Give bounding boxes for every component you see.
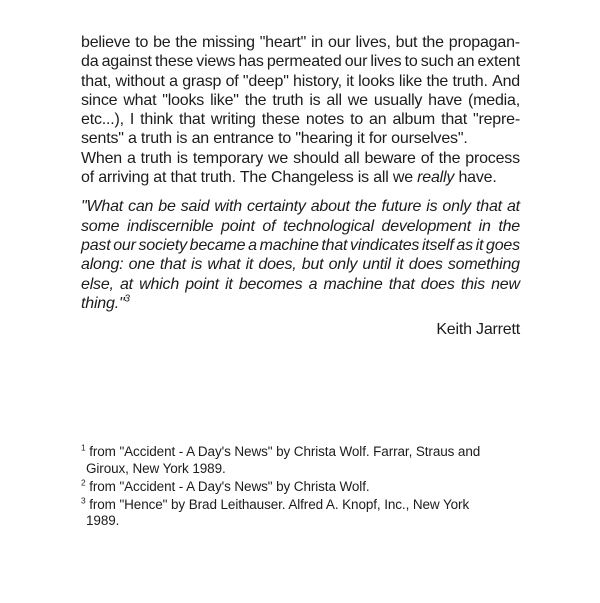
word: it (225, 275, 233, 293)
word: becomes (238, 275, 303, 293)
word: but (395, 34, 418, 51)
word: is (426, 198, 438, 216)
word: that, (81, 72, 112, 90)
word: etc...), (81, 111, 124, 129)
word: that (321, 236, 348, 254)
text-line (81, 91, 520, 110)
word: is (176, 149, 188, 167)
word: our (328, 34, 351, 51)
word: at (506, 198, 520, 216)
word: our (113, 236, 136, 254)
word: our (344, 53, 368, 71)
word: missing (201, 34, 255, 51)
word: truth (272, 91, 304, 109)
footnote-item (81, 444, 520, 477)
footnotes-section (81, 444, 520, 530)
word: should (293, 149, 340, 167)
word: that (441, 111, 467, 129)
word: temporary (192, 149, 264, 167)
word: the (438, 149, 461, 167)
word: truth (140, 149, 172, 167)
word: became (189, 236, 246, 254)
word: that (178, 111, 205, 129)
word: And (492, 72, 520, 90)
word: grasp (182, 72, 222, 90)
word: machine (259, 236, 319, 254)
footnote-line: Giroux, New York 1989. (86, 460, 226, 476)
word: writing (210, 111, 256, 129)
word: believe (81, 34, 131, 51)
word: that (476, 198, 502, 216)
word: what (207, 256, 241, 274)
word: have (428, 91, 463, 109)
text-line (81, 255, 520, 274)
word: a (169, 72, 178, 90)
word: future (381, 198, 422, 216)
body-paragraph-1 (81, 33, 520, 149)
text-line (81, 110, 520, 129)
word: certainty (247, 198, 306, 216)
word: "deep" (242, 72, 289, 90)
word: these (154, 53, 194, 71)
word: that (388, 275, 415, 293)
footnote-item (81, 479, 520, 496)
word: past (81, 236, 111, 254)
word: itself (421, 236, 454, 254)
text-line (81, 275, 520, 294)
word: something (447, 256, 520, 274)
word: can (128, 198, 154, 216)
word: machine (323, 275, 383, 293)
word: it (475, 236, 484, 254)
word: all (344, 149, 360, 167)
word: the (422, 34, 444, 51)
word: da (81, 53, 99, 71)
word: it (245, 256, 254, 274)
word: at (119, 275, 133, 293)
word: extent (477, 53, 520, 71)
word: an (369, 111, 387, 129)
word: vindicates (350, 236, 420, 254)
word: said (180, 198, 210, 216)
word: usually (373, 91, 423, 109)
word: does (408, 256, 443, 274)
word: such (420, 53, 454, 71)
word: the (354, 198, 377, 216)
word: an (456, 53, 475, 71)
word: these (261, 111, 300, 129)
word: but (301, 256, 324, 274)
text-line (81, 217, 520, 236)
text-line (81, 72, 520, 91)
word: development (381, 217, 471, 235)
word: since (81, 91, 118, 109)
word: lives, (355, 34, 391, 51)
word: a (126, 149, 136, 167)
footnote-line: 1989. (86, 513, 120, 529)
footnote-line: $^2$ from "Accident - A Day's News" by Christa Wolf. (81, 477, 370, 494)
word: "repre- (472, 111, 520, 129)
word: until (362, 256, 391, 274)
text-line (81, 236, 520, 255)
word: this (460, 275, 485, 293)
word: beware (364, 149, 416, 167)
word: in (478, 217, 491, 235)
word: views (196, 53, 236, 71)
word: a (308, 275, 318, 293)
word: only (442, 198, 471, 216)
word: "heart" (259, 34, 307, 51)
word: only (328, 256, 358, 274)
word: has (238, 53, 264, 71)
word: the (426, 72, 449, 90)
text-line: of arriving at that truth. The Changeless is all we really have. (81, 169, 497, 187)
word: which (139, 275, 180, 293)
text-line (81, 33, 520, 52)
word: be (153, 34, 171, 51)
word: what (123, 91, 157, 109)
word: it (395, 256, 404, 274)
word: one (128, 256, 155, 274)
word: new (491, 275, 520, 293)
word: like (398, 72, 423, 90)
word: "What (81, 198, 124, 216)
word: be (158, 198, 176, 216)
word: goes (486, 236, 520, 254)
word: does, (258, 256, 297, 274)
word: think (140, 111, 173, 129)
word: point (221, 217, 255, 235)
text-line: thing."$^3$ (81, 293, 130, 312)
word: society (138, 236, 187, 254)
word: (media, (468, 91, 520, 109)
word: point (185, 275, 219, 293)
footnote-line: $^1$ from "Accident - A Day's News" by Christa Wolf. Farrar, Straus and (81, 442, 481, 460)
word: history, (293, 72, 342, 90)
word: all (326, 91, 342, 109)
text-content (81, 0, 520, 530)
footnote-line: $^3$ from "Hence" by Brad Leithauser. Alfred A. Knopf, Inc., New York (81, 495, 470, 512)
word: the (244, 91, 267, 109)
word: does (420, 275, 455, 293)
word: technological (283, 217, 374, 235)
word: to (135, 34, 149, 51)
footnote-marker: 2 (81, 477, 86, 488)
word: with (214, 198, 242, 216)
word: as (456, 236, 473, 254)
word: about (310, 198, 350, 216)
word: to (404, 53, 418, 71)
word: lives (370, 53, 402, 71)
word: a (248, 236, 257, 254)
word: is (191, 256, 203, 274)
word: of (225, 72, 239, 90)
text-line (81, 149, 520, 168)
word: the (175, 34, 198, 51)
word: in (311, 34, 324, 51)
word: that (159, 256, 186, 274)
word: I (129, 111, 135, 129)
word: album (392, 111, 436, 129)
word: else, (81, 275, 114, 293)
word: permeated (266, 53, 342, 71)
text-line (81, 52, 520, 71)
footnote-marker: 1 (81, 442, 86, 453)
word: indiscernible (127, 217, 214, 235)
word: process (465, 149, 520, 167)
word: along: (81, 256, 124, 274)
text-line: sents" a truth is an entrance to "hearing it for ourselves". (81, 130, 468, 148)
word: the (498, 217, 520, 235)
word: without (115, 72, 165, 90)
word: truth. (452, 72, 488, 90)
word: notes (305, 111, 345, 129)
quote-paragraph (81, 197, 520, 313)
word: propagan- (448, 34, 520, 51)
word: of (420, 149, 434, 167)
word: we (347, 91, 368, 109)
word: against (101, 53, 152, 71)
word: looks (358, 72, 395, 90)
text-line (81, 197, 520, 216)
word: like" (210, 91, 239, 109)
body-paragraph-2 (81, 149, 520, 188)
word: "looks (162, 91, 205, 109)
word: to (350, 111, 364, 129)
word: some (81, 217, 120, 235)
footnote-marker: 3 (81, 495, 86, 506)
word: of (262, 217, 276, 235)
word: it (346, 72, 354, 90)
word: When (81, 149, 122, 167)
superscript-ref: 3 (124, 293, 130, 305)
footnote-item (81, 497, 520, 530)
quote-attribution: Keith Jarrett (436, 321, 520, 339)
word: is (309, 91, 321, 109)
word: we (268, 149, 289, 167)
